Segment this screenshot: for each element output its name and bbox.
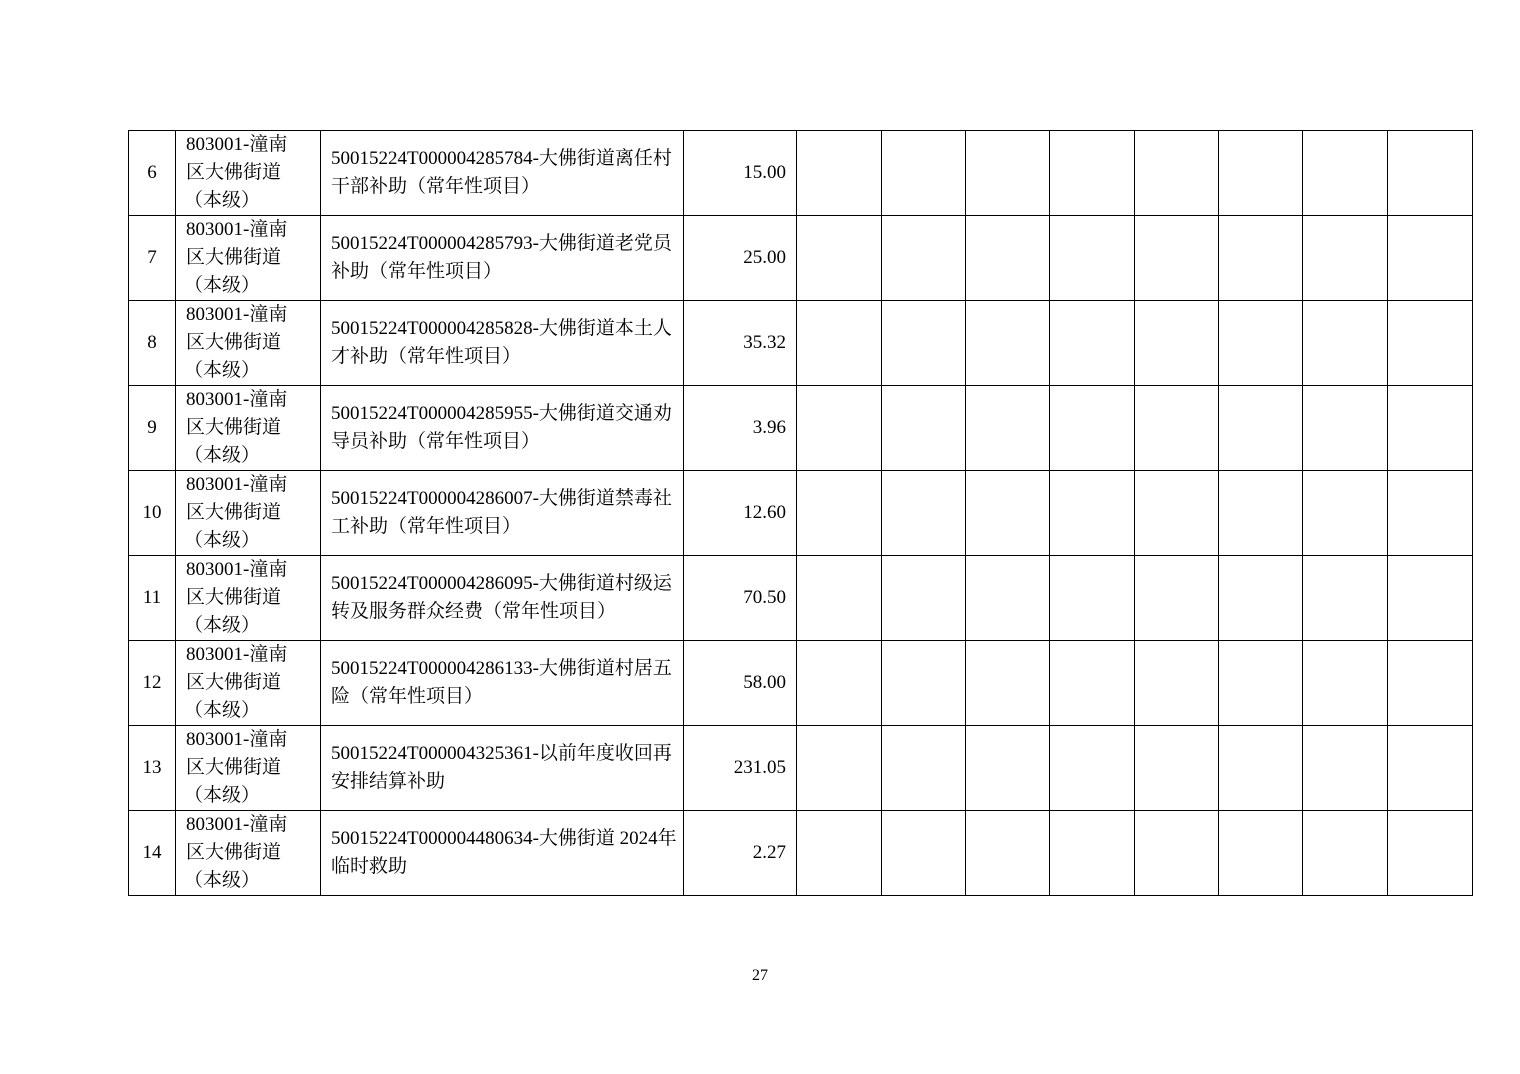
empty-cell — [882, 471, 966, 556]
empty-cell — [1135, 301, 1219, 386]
row-unit-cell — [176, 386, 321, 471]
row-project-cell — [321, 301, 684, 386]
row-project: 50015224T000004286007-大佛街道禁毒社工补助（常年性项目） — [331, 488, 672, 537]
empty-cell — [797, 131, 882, 216]
empty-cell — [1388, 301, 1473, 386]
empty-cell — [1050, 726, 1135, 811]
empty-cell — [1388, 471, 1473, 556]
row-seq: 7 — [147, 247, 157, 268]
table-row — [129, 471, 1473, 556]
empty-cell — [1219, 556, 1303, 641]
row-unit-line: 区大佛街道 — [186, 417, 282, 438]
row-unit-line: （本级） — [184, 360, 261, 381]
row-unit-line: 区大佛街道 — [186, 672, 282, 693]
row-amount: 231.05 — [733, 757, 786, 778]
row-unit-line: （本级） — [184, 445, 261, 466]
row-project-cell — [321, 386, 684, 471]
empty-cell — [1135, 641, 1219, 726]
row-project: 50015224T000004325361-以前年度收回再安排结算补助 — [331, 743, 672, 792]
row-amount: 35.32 — [743, 332, 786, 353]
empty-cell — [1135, 386, 1219, 471]
row-unit-line: （本级） — [184, 275, 261, 296]
row-amount-cell — [684, 386, 797, 471]
row-unit-line: 803001-潼南 — [186, 474, 288, 495]
empty-cell — [966, 131, 1050, 216]
empty-cell — [1219, 726, 1303, 811]
empty-cell — [1050, 216, 1135, 301]
empty-cell — [1303, 216, 1388, 301]
row-unit-cell — [176, 216, 321, 301]
row-project-cell — [321, 471, 684, 556]
row-seq: 8 — [147, 332, 157, 353]
row-amount-cell — [684, 641, 797, 726]
row-amount: 3.96 — [752, 417, 786, 438]
empty-cell — [882, 811, 966, 896]
budget-table — [128, 130, 1473, 896]
row-seq-cell — [129, 131, 176, 216]
row-unit-line: 803001-潼南 — [186, 134, 288, 155]
page-number: 27 — [752, 967, 768, 984]
row-seq: 11 — [142, 587, 162, 608]
row-unit-line: 区大佛街道 — [186, 247, 282, 268]
row-unit-cell — [176, 131, 321, 216]
table-body — [129, 131, 1473, 896]
row-project: 50015224T000004285793-大佛街道老党员补助（常年性项目） — [331, 233, 672, 282]
row-amount-cell — [684, 216, 797, 301]
empty-cell — [797, 641, 882, 726]
empty-cell — [966, 471, 1050, 556]
empty-cell — [1388, 726, 1473, 811]
table-row — [129, 556, 1473, 641]
empty-cell — [1219, 471, 1303, 556]
empty-cell — [1219, 641, 1303, 726]
empty-cell — [1050, 386, 1135, 471]
empty-cell — [1388, 556, 1473, 641]
empty-cell — [1388, 386, 1473, 471]
row-amount-cell — [684, 556, 797, 641]
empty-cell — [1050, 471, 1135, 556]
row-unit-line: （本级） — [184, 870, 261, 891]
empty-cell — [1050, 556, 1135, 641]
row-unit-cell — [176, 556, 321, 641]
empty-cell — [882, 556, 966, 641]
empty-cell — [1303, 386, 1388, 471]
row-amount-cell — [684, 471, 797, 556]
empty-cell — [797, 471, 882, 556]
empty-cell — [1219, 301, 1303, 386]
row-seq-cell — [129, 726, 176, 811]
row-amount-cell — [684, 131, 797, 216]
table-row — [129, 726, 1473, 811]
row-unit-cell — [176, 641, 321, 726]
empty-cell — [1219, 386, 1303, 471]
table-row — [129, 641, 1473, 726]
empty-cell — [1303, 301, 1388, 386]
row-seq-cell — [129, 386, 176, 471]
row-project: 50015224T000004286133-大佛街道村居五险（常年性项目） — [331, 658, 672, 707]
row-unit-line: （本级） — [184, 190, 261, 211]
empty-cell — [966, 216, 1050, 301]
row-seq-cell — [129, 556, 176, 641]
row-unit-cell — [176, 471, 321, 556]
row-project: 50015224T000004285955-大佛街道交通劝导员补助（常年性项目） — [331, 403, 672, 452]
row-seq-cell — [129, 216, 176, 301]
empty-cell — [1303, 131, 1388, 216]
empty-cell — [882, 386, 966, 471]
empty-cell — [1135, 556, 1219, 641]
row-unit-line: 区大佛街道 — [186, 842, 282, 863]
table-row — [129, 386, 1473, 471]
empty-cell — [797, 726, 882, 811]
row-unit-line: 区大佛街道 — [186, 757, 282, 778]
row-seq: 9 — [147, 417, 157, 438]
table-row — [129, 216, 1473, 301]
row-project: 50015224T000004480634-大佛街道 2024年临时救助 — [331, 828, 677, 877]
empty-cell — [797, 386, 882, 471]
empty-cell — [882, 216, 966, 301]
row-amount: 15.00 — [743, 162, 786, 183]
row-unit-line: 803001-潼南 — [186, 304, 288, 325]
empty-cell — [1388, 641, 1473, 726]
empty-cell — [1388, 811, 1473, 896]
row-project-cell — [321, 811, 684, 896]
row-amount-cell — [684, 301, 797, 386]
empty-cell — [882, 641, 966, 726]
empty-cell — [797, 301, 882, 386]
empty-cell — [1303, 641, 1388, 726]
row-amount-cell — [684, 811, 797, 896]
row-unit-line: （本级） — [184, 785, 261, 806]
row-seq-cell — [129, 811, 176, 896]
row-unit-line: 803001-潼南 — [186, 644, 288, 665]
empty-cell — [966, 556, 1050, 641]
row-unit-cell — [176, 811, 321, 896]
row-amount: 70.50 — [743, 587, 786, 608]
row-amount: 58.00 — [743, 672, 786, 693]
empty-cell — [797, 216, 882, 301]
empty-cell — [797, 811, 882, 896]
row-unit-line: 区大佛街道 — [186, 587, 282, 608]
empty-cell — [882, 131, 966, 216]
row-unit-line: 区大佛街道 — [186, 502, 282, 523]
empty-cell — [1219, 216, 1303, 301]
empty-cell — [1388, 216, 1473, 301]
empty-cell — [1050, 301, 1135, 386]
row-project: 50015224T000004285784-大佛街道离任村干部补助（常年性项目） — [331, 148, 672, 197]
row-unit-line: （本级） — [184, 530, 261, 551]
row-unit-line: 803001-潼南 — [186, 729, 288, 750]
row-seq-cell — [129, 471, 176, 556]
row-seq: 13 — [142, 757, 162, 778]
row-unit-line: （本级） — [184, 700, 261, 721]
row-seq: 10 — [142, 502, 162, 523]
row-project-cell — [321, 641, 684, 726]
row-seq: 12 — [142, 672, 162, 693]
empty-cell — [1303, 811, 1388, 896]
empty-cell — [1050, 641, 1135, 726]
row-seq: 6 — [147, 162, 157, 183]
empty-cell — [966, 301, 1050, 386]
row-project-cell — [321, 556, 684, 641]
empty-cell — [1219, 811, 1303, 896]
empty-cell — [966, 726, 1050, 811]
empty-cell — [882, 726, 966, 811]
empty-cell — [1303, 556, 1388, 641]
empty-cell — [1135, 726, 1219, 811]
row-project-cell — [321, 216, 684, 301]
row-amount: 2.27 — [752, 842, 786, 863]
row-unit-line: 803001-潼南 — [186, 219, 288, 240]
row-seq-cell — [129, 641, 176, 726]
empty-cell — [1219, 131, 1303, 216]
row-amount: 12.60 — [743, 502, 786, 523]
empty-cell — [966, 641, 1050, 726]
row-unit-line: 803001-潼南 — [186, 559, 288, 580]
row-project: 50015224T000004286095-大佛街道村级运转及服务群众经费（常年性项目） — [331, 573, 672, 622]
empty-cell — [1135, 216, 1219, 301]
row-unit-line: 区大佛街道 — [186, 162, 282, 183]
row-seq-cell — [129, 301, 176, 386]
table-row — [129, 131, 1473, 216]
row-project-cell — [321, 131, 684, 216]
empty-cell — [1303, 471, 1388, 556]
row-amount-cell — [684, 726, 797, 811]
empty-cell — [1303, 726, 1388, 811]
empty-cell — [882, 301, 966, 386]
row-project-cell — [321, 726, 684, 811]
empty-cell — [1050, 131, 1135, 216]
empty-cell — [1050, 811, 1135, 896]
empty-cell — [797, 556, 882, 641]
row-unit-cell — [176, 726, 321, 811]
row-unit-line: （本级） — [184, 615, 261, 636]
empty-cell — [1135, 131, 1219, 216]
empty-cell — [1388, 131, 1473, 216]
empty-cell — [966, 386, 1050, 471]
row-unit-line: 区大佛街道 — [186, 332, 282, 353]
row-unit-cell — [176, 301, 321, 386]
row-unit-line: 803001-潼南 — [186, 814, 288, 835]
empty-cell — [1135, 471, 1219, 556]
row-seq: 14 — [142, 842, 162, 863]
empty-cell — [966, 811, 1050, 896]
table-row — [129, 301, 1473, 386]
empty-cell — [1135, 811, 1219, 896]
table-row — [129, 811, 1473, 896]
row-unit-line: 803001-潼南 — [186, 389, 288, 410]
row-amount: 25.00 — [743, 247, 786, 268]
row-project: 50015224T000004285828-大佛街道本土人才补助（常年性项目） — [331, 318, 672, 367]
